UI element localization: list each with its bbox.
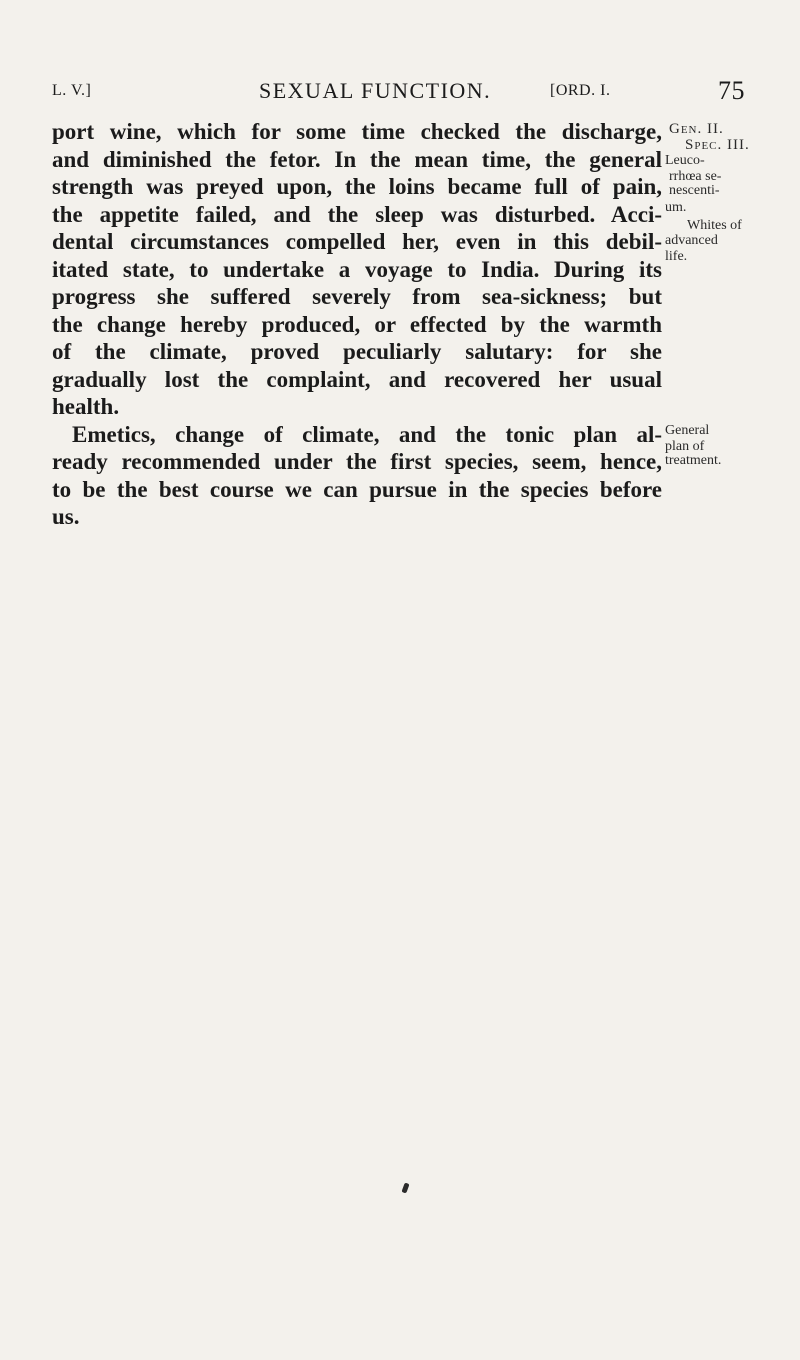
running-head [52, 78, 772, 114]
margin-note-treatment: treatment. [665, 453, 722, 468]
body-line-3: strength was preyed upon, the loins became full of pain, [52, 174, 662, 199]
chapter-marker: L. V.] [52, 82, 92, 99]
margin-note-whites: Whites of [687, 218, 742, 233]
body-line-14: to be the best course we can pursue in the species before [52, 476, 662, 502]
body-line-1: port wine, which for some time checked the discharge, [52, 119, 662, 144]
page-number: 75 [718, 76, 745, 105]
body-text [52, 118, 662, 531]
body-line-5: dental circumstances compelled her, even in this debil- [52, 229, 662, 254]
body-line-13: ready recommended under the first species, seem, hence, [52, 449, 662, 474]
margin-note-um: um. [665, 200, 687, 215]
body-line-11: health. [52, 394, 120, 419]
body-line-7: progress she suffered severely from sea-sickness; but [52, 284, 662, 309]
body-line-2: and diminished the fetor. In the mean time, the general [52, 146, 662, 172]
margin-note-plan-of: plan of [665, 439, 705, 454]
margin-note-general: General [665, 423, 710, 438]
margin-note-genus: Gen. II. [669, 121, 724, 137]
body-line-10: gradually lost the complaint, and recovered her usual [52, 366, 662, 392]
body-line-12: Emetics, change of climate, and the tonic plan al- [72, 421, 662, 447]
margin-note-leuco: Leuco- [665, 153, 705, 168]
margin-note-advanced: advanced [665, 233, 718, 248]
body-line-6: itated state, to undertake a voyage to India. During its [52, 256, 662, 282]
margin-note-nescenti: nescenti- [669, 183, 720, 198]
margin-note-rrhoea: rrhœa se- [669, 169, 722, 184]
body-line-15: us. [52, 504, 80, 529]
running-title: SEXUAL FUNCTION. [259, 78, 492, 103]
margin-note-life: life. [665, 249, 688, 264]
order-marker: [ORD. I. [550, 82, 611, 99]
body-line-8: the change hereby produced, or effected by the warmth [52, 311, 662, 337]
body-line-4: the appetite failed, and the sleep was disturbed. Acci- [52, 201, 662, 227]
margin-note-species: Spec. III. [685, 137, 750, 153]
body-line-9: of the climate, proved peculiarly salutary: for she [52, 339, 662, 364]
ink-speck [401, 1182, 409, 1193]
